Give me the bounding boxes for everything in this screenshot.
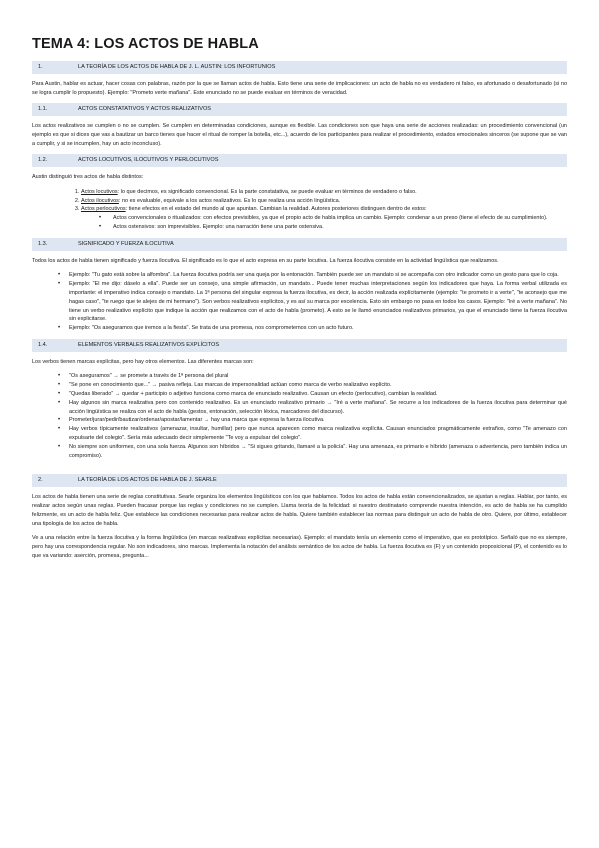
paragraph: Los actos de habla tienen una serie de reglas constitutivas. Searle organiza los elementos lingüísticos con los que hablamos. Todos los actos de habla están convencionalizados, se ajustan a reglas. Hablar, por tanto, es realizar actos según unas reglas. Pueden fracasar porque las reglas y condiciones no se cumplen. Llama teoría de la felicidad: si nuestro destinatario comprende nuestra intención, es acto de habla se ha cumplido felizmente, es un acto de habla feliz. Que establece las condiciones necesarias para realizar actos de habla. Quiere también establecer las normas para distinguir un acto de habla de otro. Quiere, por último, establecer una tipología de los actos de habla. — [32, 494, 567, 527]
term: Actos perlocutivos — [81, 206, 126, 213]
section-number: 1.1. — [38, 106, 48, 113]
sub-list-item: • Actos convencionales o ritualizados: con efectos previsibles, ya que el propio acto de habla implica un cambio. Ejemplo: condenar a un preso (tiene el efecto de su cumplimiento). — [103, 214, 567, 223]
list-item: • Ejemplo: "Tu gato está sobre la alfombra". La fuerza ilocutiva podría ser una queja por la entonación. También puede ser un mandato si se acompaña con otro indicador como un gesto para que lo coja. — [58, 271, 567, 280]
list-item: • "Se pone en conocimiento que..." → pasiva refleja. Las marcas de impersonalidad actúan como marca de verbo realizativo explícito. — [58, 381, 567, 390]
term: Actos locutivos — [81, 188, 118, 195]
bullet-list — [32, 271, 567, 333]
paragraph: Ve a una relación entre la fuerza ilocutiva y la forma lingüística (en marcas realizativas explícitas necesarias). Ejemplo: el mandato tenía un elemento como el imperativo, que es prototípico. Señaló que no es siempre, pero hay una correspondencia regular. No son indicadores, sino marcas. Implementa la notación del análisis semántico de los actos de habla. La fuerza ilocutiva es (F) y un contenido proposicional (P), el contenido es lo que va variando: aserción, promesa, pregunta... — [32, 535, 567, 559]
document-page — [32, 36, 567, 567]
section-heading-2 — [32, 474, 567, 487]
paragraph: Los actos realizativos se cumplen o no se cumplen. Se cumplen en determinadas condiciones, aunque es flexible. Las condiciones son que haya una serie de acciones realizadas: un procedimiento convencional (un ejemplo es que si dices que vas a bautizar un barco tienes que hacer el ritual de romper la botella, etc...), acuerdo de los participantes para realizar el procedimiento, estados emocionales sinceros (se supone que se van a cumplir, y si se incumplen, hay un acto inconcluso). — [32, 123, 567, 147]
section-number: 1.4. — [38, 341, 48, 348]
section-heading-1-2 — [32, 154, 567, 167]
list-item: • Ejemplo: "Os aseguramos que iremos a la fiesta". Se trata de una promesa, nos comprometemos con un acto futuro. — [58, 324, 567, 333]
list-item: • "Quedas liberado" → quedar + participio o adjetivo funciona como marca de enunciado realizativo. Causan un efecto (perlocutivo), cambian la realidad. — [58, 390, 567, 399]
spacer — [32, 466, 567, 474]
section-title: ACTOS LOCUTIVOS, ILOCUTIVOS Y PERLOCUTIVOS — [78, 157, 219, 164]
section-heading-1-1 — [32, 103, 567, 116]
list-item: • "Os aseguramos" → se promete a través de 1ª persona del plural — [58, 372, 567, 381]
bullet-list — [32, 372, 567, 460]
term: Actos ilocutivos — [81, 197, 119, 204]
sub-list — [81, 214, 567, 232]
definition: : lo que decimos, es significado convencional. Es la parte constatativa, se puede evaluar en términos de verdadero o falso. — [117, 188, 417, 195]
paragraph: Austin distinguió tres actos de habla distintos: — [32, 174, 144, 181]
numbered-list — [32, 188, 567, 232]
section-number: 1.3. — [38, 240, 48, 247]
list-item: • No siempre son uniformes, con una sola fuerza. Algunos son híbridos → "Si sigues gritando, llamaré a la policía". Hay una amenaza, es primario e híbrido (amenaza o advertencia, pero también indica un compromiso). — [58, 443, 567, 461]
paragraph: Los verbos tienen marcas explícitas, pero hay otros elementos. Las diferentes marcas son: — [32, 358, 254, 365]
list-item: • Hay verbos típicamente realizativos (amenazar, insultar, humillar) pero que nunca aparecen como marca realizativa explícita. Causan enunciados pragmáticamente extraños, como "Te amenazo con expulsarte del colegio". Sería más adecuado decir simplemente "Te voy a expulsar del colegio". — [58, 425, 567, 443]
section-title: ELEMENTOS VERBALES REALIZATIVOS EXPLÍCITOS — [78, 341, 220, 348]
section-title: LA TEORÍA DE LOS ACTOS DE HABLA DE J. SEARLE — [78, 477, 217, 484]
sub-list-item: • Actos ostensivos: son imprevisibles. Ejemplo: una narración tiene una parte ostensiva. — [103, 223, 567, 232]
section-number: 2. — [38, 477, 43, 484]
section-heading-1 — [32, 61, 567, 74]
paragraph: Para Austin, hablar es actuar, hacer cosas con palabras, razón por la que se llaman actos de habla. Esto tiene una serie de implicaciones: un acto de habla no es verdadero ni falso, es afortunado o desafortunado (si no se logra cumplir lo propuesto). Ejemplo: "Prometo verte mañana". Este enunciado no se puede evaluar en términos de veracidad. — [32, 80, 567, 96]
document-title: TEMA 4: LOS ACTOS DE HABLA — [32, 36, 259, 52]
section-heading-1-3 — [32, 238, 567, 251]
list-item: • Hay algunos sin marca realizativa pero con contenido realizativo. Es un enunciado realizativo primario → "Iré a verte mañana". Se recurre a los indicadores de la fuerza ilocutiva para determinar qué acción lingüística se realiza con el acto de habla (gestos, entonación, selección léxica, marcadores del discurso). — [58, 399, 567, 417]
list-item — [81, 188, 567, 197]
section-title: ACTOS CONSTATATIVOS Y ACTOS REALIZATIVOS — [78, 106, 212, 113]
section-heading-1-4 — [32, 339, 567, 352]
definition: : no es evaluable, equivale a los actos realizativos. Es lo que realiza una acción lingüística. — [118, 197, 341, 204]
list-item: • Ejemplo: "El me dijo: dáselo a ella". Puede ser un consejo, una simple afirmación, un mandato... Puede tener muchas interpretaciones según los indicadores que haya. La forma verbal utilizada es importante: el imperativo indica consejo o mandato. La 1ª persona del singular expresa la fuerza ilocutiva, es decir, la acción realizada explícitamente (ejemplo: "te prometo ir a verte", "te aconsejo que me hagas caso", "te ruego que te alejes de mi hermano"). Son verbos realizativos explícitos, y es así su marca por excelencia. Esto sin embargo no pasa en todos los casos. Ejemplo: "Iré a verte mañana". No tiene un verbo realizativo explícito que indique la acción que realizamos con el acto de habla (prometo). A esto se le llamó enunciados realizativos primarios, ya que el enunciado tiene la fuerza ilocutiva sin explicitarse. — [58, 280, 567, 324]
list-item: • Prometer/jurar/pedir/bautizar/ordenar/apostar/lamentar → hay una marca que expresa la fuerza ilocutiva. — [58, 416, 567, 425]
section-title: LA TEORÍA DE LOS ACTOS DE HABLA DE J. L. AUSTIN: LOS INFORTUNIOS — [78, 64, 276, 70]
section-number: 1.2. — [38, 157, 48, 164]
section-title: SIGNIFICADO Y FUERZA ILOCUTIVA — [78, 240, 174, 247]
paragraph: Todos los actos de habla tienen significado y fuerza ilocutiva. El significado es lo que el acto expresa en su parte locutiva. La fuerza ilocutiva consiste en la actividad lingüística que realizamos. — [32, 257, 499, 264]
section-number: 1. — [38, 64, 43, 70]
definition: : tiene efectos en el estado del mundo al que apuntan. Cambian la realidad. Autores posteriores distinguen dentro de estos: — [125, 206, 427, 213]
list-item — [81, 205, 567, 231]
list-item — [81, 197, 567, 206]
